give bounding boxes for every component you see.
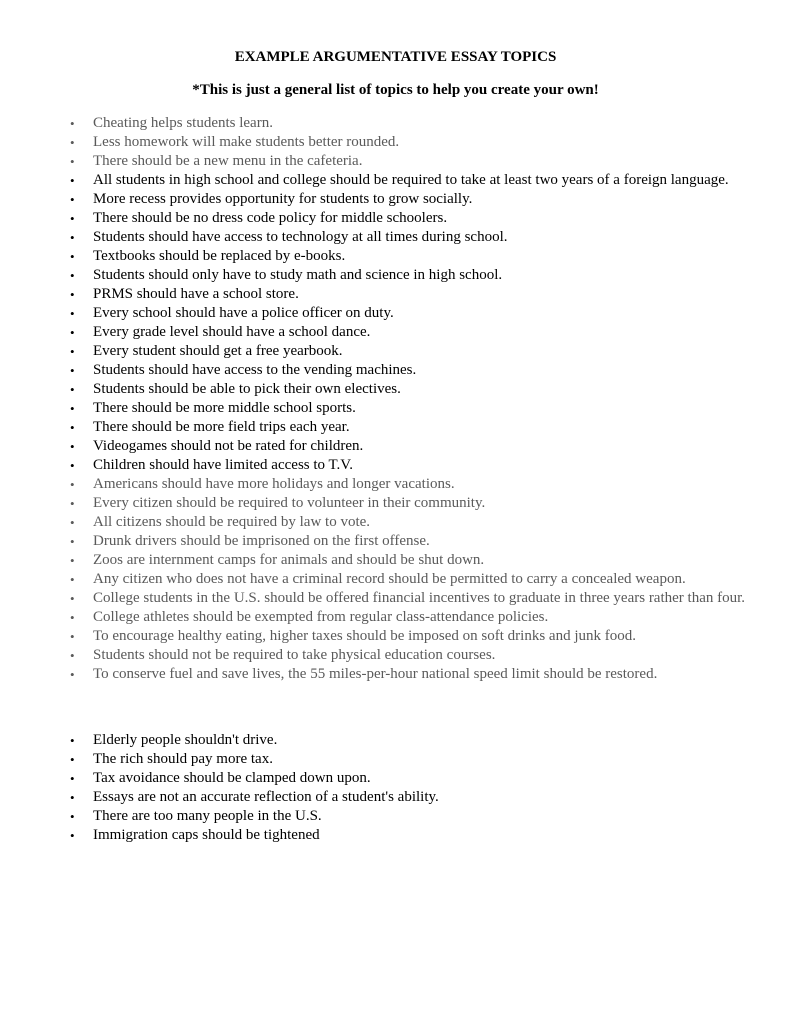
topic-text: Any citizen who does not have a criminal record should be permitted to carry a concealed weapon.	[93, 571, 686, 587]
topic-list-item	[70, 171, 748, 190]
topic-text: The rich should pay more tax.	[93, 751, 273, 767]
topic-list-item	[70, 209, 748, 228]
topic-text: Students should only have to study math and science in high school.	[93, 267, 503, 283]
topic-list-item	[70, 589, 748, 608]
topic-text: All students in high school and college should be required to take at least two years of a foreign language.	[93, 172, 729, 188]
bullet-icon: •	[70, 553, 75, 568]
topic-list-item	[70, 608, 748, 627]
bullet-icon: •	[70, 752, 75, 767]
topic-text: Less homework will make students better rounded.	[93, 134, 400, 150]
topic-list-item	[70, 494, 748, 513]
topic-list-item	[70, 788, 748, 807]
topic-text: College students in the U.S. should be offered financial incentives to graduate in three years rather than four.	[93, 590, 746, 606]
bullet-icon: •	[70, 828, 75, 843]
bullet-icon: •	[70, 401, 75, 416]
topic-text: Every student should get a free yearbook.	[93, 343, 343, 359]
bullet-icon: •	[70, 458, 75, 473]
bullet-icon: •	[70, 363, 75, 378]
bullet-icon: •	[70, 809, 75, 824]
bullet-icon: •	[70, 287, 75, 302]
topic-text: Every citizen should be required to volunteer in their community.	[93, 495, 486, 511]
topic-text: Immigration caps should be tightened	[93, 827, 320, 843]
bullet-icon: •	[70, 496, 75, 511]
topic-text: Drunk drivers should be imprisoned on the first offense.	[93, 533, 430, 549]
topic-list-item	[70, 731, 748, 750]
bullet-icon: •	[70, 116, 75, 131]
topic-list-item	[70, 380, 748, 399]
bullet-icon: •	[70, 192, 75, 207]
topic-list-item	[70, 190, 748, 209]
topic-list-item	[70, 228, 748, 247]
topic-list-item	[70, 551, 748, 570]
topic-text: Essays are not an accurate reflection of a student's ability.	[93, 789, 439, 805]
topic-list-item	[70, 323, 748, 342]
topic-text: There should be a new menu in the cafeteria.	[93, 153, 363, 169]
bullet-icon: •	[70, 420, 75, 435]
topic-list-item	[70, 133, 748, 152]
topic-text: Every grade level should have a school dance.	[93, 324, 371, 340]
topic-list-item	[70, 475, 748, 494]
topic-text: Elderly people shouldn't drive.	[93, 732, 278, 748]
bullet-icon: •	[70, 591, 75, 606]
topic-list-item	[70, 807, 748, 826]
topic-text: Cheating helps students learn.	[93, 115, 273, 131]
bullet-icon: •	[70, 230, 75, 245]
topic-list-item	[70, 285, 748, 304]
bullet-icon: •	[70, 249, 75, 264]
topics-list-secondary	[70, 731, 748, 845]
topic-text: Students should not be required to take physical education courses.	[93, 647, 496, 663]
topic-list-item	[70, 769, 748, 788]
bullet-icon: •	[70, 572, 75, 587]
topic-text: Students should be able to pick their own electives.	[93, 381, 401, 397]
topic-text: To conserve fuel and save lives, the 55 miles-per-hour national speed limit should be restored.	[93, 666, 658, 682]
bullet-icon: •	[70, 477, 75, 492]
page-subtitle: *This is just a general list of topics to help you create your own!	[192, 82, 599, 98]
bullet-icon: •	[70, 534, 75, 549]
topic-text: Every school should have a police officer on duty.	[93, 305, 394, 321]
topic-list-item	[70, 304, 748, 323]
bullet-icon: •	[70, 629, 75, 644]
topic-list-item	[70, 342, 748, 361]
topic-list-item	[70, 826, 748, 845]
topics-list-primary	[70, 114, 748, 684]
topic-text: Videogames should not be rated for children.	[93, 438, 364, 454]
bullet-icon: •	[70, 268, 75, 283]
topic-list-item	[70, 266, 748, 285]
bullet-icon: •	[70, 610, 75, 625]
topic-text: Zoos are internment camps for animals and should be shut down.	[93, 552, 485, 568]
topic-list-item	[70, 247, 748, 266]
bullet-icon: •	[70, 382, 75, 397]
bullet-icon: •	[70, 154, 75, 169]
topic-text: PRMS should have a school store.	[93, 286, 299, 302]
bullet-icon: •	[70, 211, 75, 226]
topic-text: Tax avoidance should be clamped down upon.	[93, 770, 371, 786]
topic-text: There should be more middle school sports.	[93, 400, 356, 416]
topic-text: To encourage healthy eating, higher taxes should be imposed on soft drinks and junk food.	[93, 628, 636, 644]
topic-list-item	[70, 750, 748, 769]
topic-text: There should be no dress code policy for middle schoolers.	[93, 210, 448, 226]
topic-list-item	[70, 437, 748, 456]
topic-list-item	[70, 399, 748, 418]
bullet-icon: •	[70, 733, 75, 748]
page-title: EXAMPLE ARGUMENTATIVE ESSAY TOPICS	[234, 49, 557, 65]
topic-text: There are too many people in the U.S.	[93, 808, 322, 824]
topic-list-item	[70, 418, 748, 437]
topic-text: College athletes should be exempted from regular class-attendance policies.	[93, 609, 549, 625]
topic-list-item	[70, 532, 748, 551]
bullet-icon: •	[70, 135, 75, 150]
topic-list-item	[70, 114, 748, 133]
bullet-icon: •	[70, 344, 75, 359]
topic-list-item	[70, 665, 748, 684]
topic-text: Children should have limited access to T.V.	[93, 457, 353, 473]
bullet-icon: •	[70, 790, 75, 805]
topic-list-item	[70, 152, 748, 171]
topic-list-item	[70, 513, 748, 532]
topic-text: More recess provides opportunity for students to grow socially.	[93, 191, 473, 207]
topic-list-item	[70, 627, 748, 646]
topic-list-item	[70, 361, 748, 380]
topic-text: Textbooks should be replaced by e-books.	[93, 248, 346, 264]
bullet-icon: •	[70, 648, 75, 663]
topic-list-item	[70, 570, 748, 589]
topic-text: Students should have access to technology at all times during school.	[93, 229, 508, 245]
bullet-icon: •	[70, 173, 75, 188]
topic-text: Students should have access to the vending machines.	[93, 362, 417, 378]
bullet-icon: •	[70, 771, 75, 786]
bullet-icon: •	[70, 325, 75, 340]
topic-list-item	[70, 456, 748, 475]
topic-list-item	[70, 646, 748, 665]
bullet-icon: •	[70, 306, 75, 321]
topic-text: All citizens should be required by law to vote.	[93, 514, 371, 530]
bullet-icon: •	[70, 515, 75, 530]
topic-text: There should be more field trips each year.	[93, 419, 350, 435]
bullet-icon: •	[70, 439, 75, 454]
topic-text: Americans should have more holidays and longer vacations.	[93, 476, 455, 492]
bullet-icon: •	[70, 667, 75, 682]
